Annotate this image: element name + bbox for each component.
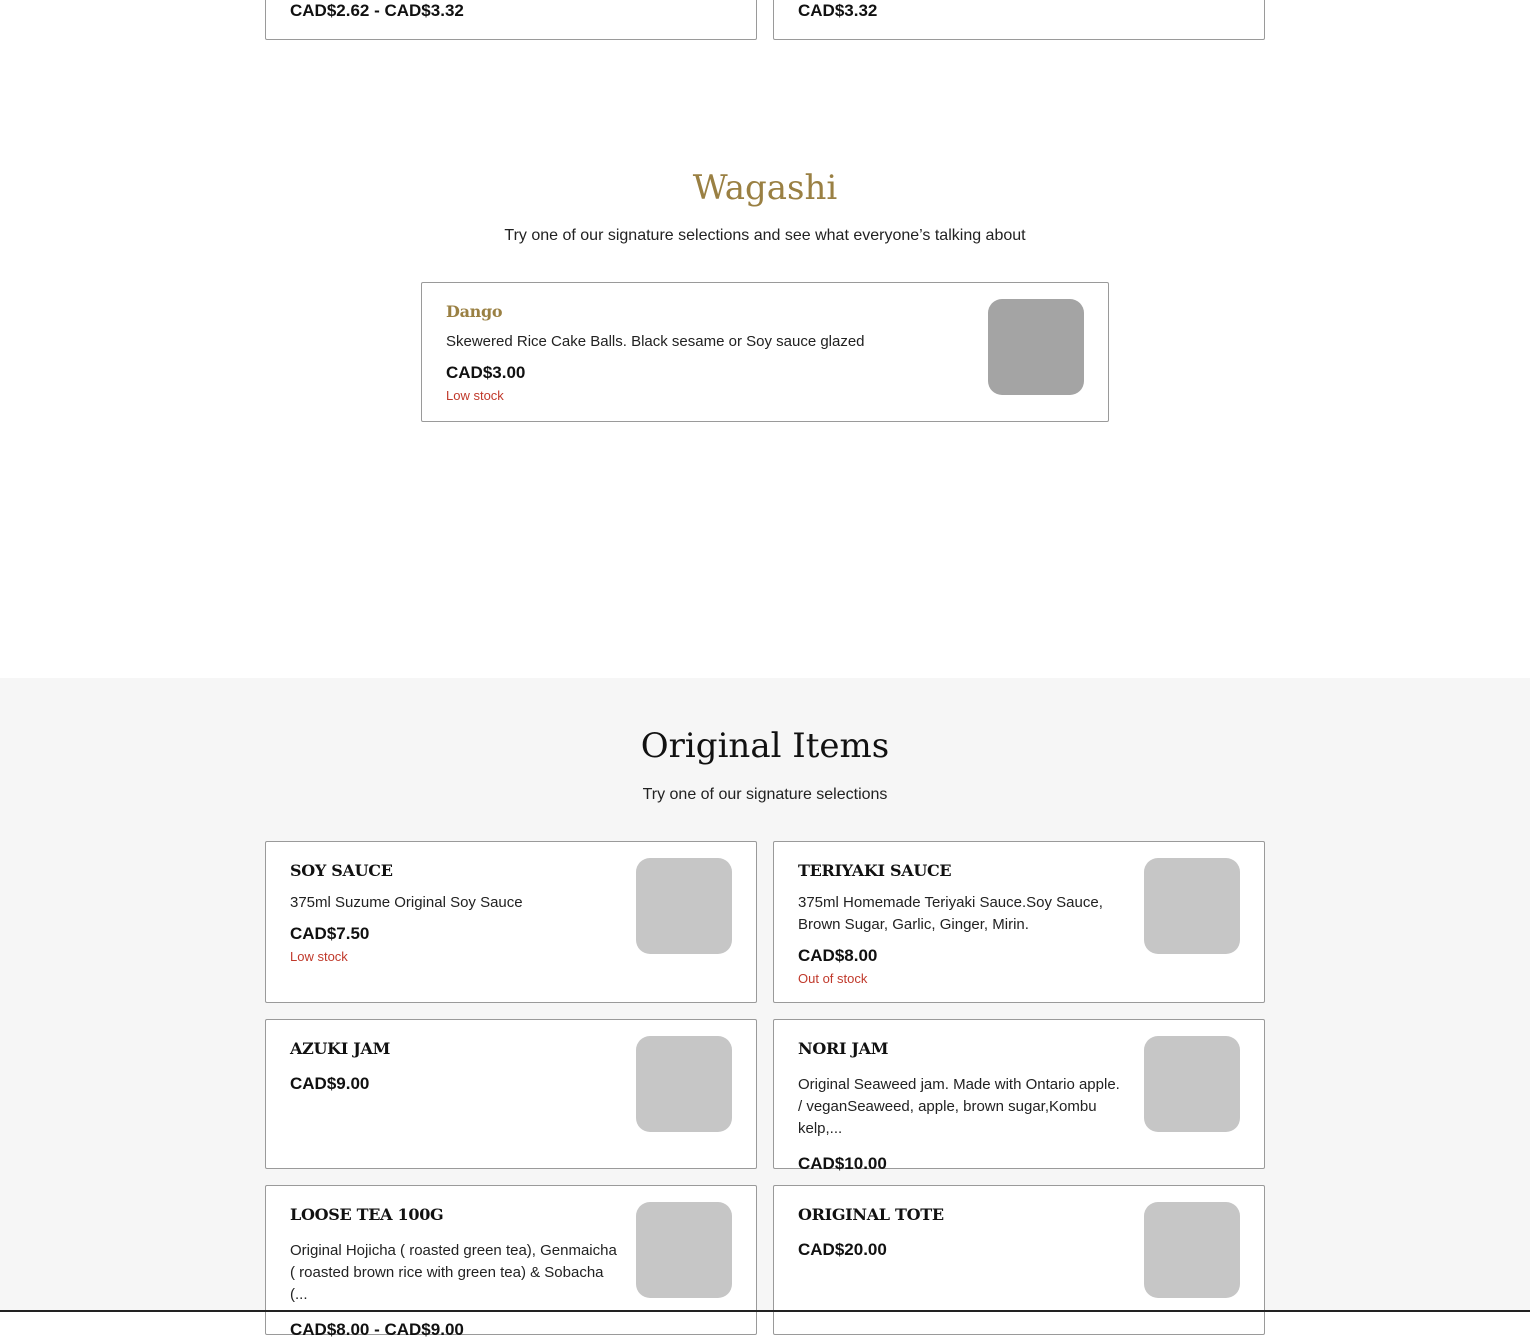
- original-items-section: [0, 678, 1530, 1312]
- product-description: Original Seaweed jam. Made with Ontario apple. / veganSeaweed, apple, brown sugar,Kombu kelp,...: [798, 1076, 1120, 1137]
- product-image: [636, 1202, 732, 1298]
- product-card-azuki-jam[interactable]: [265, 1019, 757, 1169]
- product-card-original-tote[interactable]: [773, 1185, 1265, 1335]
- product-card-nori-jam[interactable]: [773, 1019, 1265, 1173]
- viewport-bottom-edge: [0, 1310, 1530, 1312]
- product-card-teriyaki-sauce[interactable]: [773, 841, 1265, 1003]
- stock-status: Low stock: [290, 949, 348, 964]
- product-name: LOOSE TEA 100G: [290, 1205, 444, 1224]
- section-title-original: Original Items: [640, 726, 890, 766]
- product-image: [1144, 858, 1240, 954]
- product-description: 375ml Homemade Teriyaki Sauce.Soy Sauce, Brown Sugar, Garlic, Ginger, Mirin.: [798, 894, 1103, 933]
- product-price: CAD$9.00: [290, 1074, 370, 1093]
- product-price: CAD$3.32: [798, 1, 878, 20]
- product-name: SOY SAUCE: [290, 861, 393, 880]
- product-price: CAD$10.00: [798, 1154, 887, 1173]
- stock-status: Out of stock: [798, 971, 868, 986]
- section-subtitle-original: Try one of our signature selections: [642, 786, 888, 803]
- product-name: Dango: [446, 302, 503, 321]
- product-card-loose-tea[interactable]: [265, 1185, 757, 1339]
- stock-status: Low stock: [446, 388, 504, 403]
- product-image: [636, 858, 732, 954]
- product-card-dango[interactable]: [421, 282, 1109, 422]
- product-price: CAD$2.62 - CAD$3.32: [290, 1, 464, 20]
- section-subtitle-wagashi: Try one of our signature selections and see what everyone’s talking about: [504, 227, 1026, 244]
- product-image: [636, 1036, 732, 1132]
- product-name: ORIGINAL TOTE: [798, 1205, 944, 1224]
- product-name: TERIYAKI SAUCE: [798, 861, 952, 880]
- product-price: CAD$20.00: [798, 1240, 887, 1259]
- section-title-wagashi: Wagashi: [692, 168, 838, 208]
- product-price: CAD$8.00: [798, 946, 878, 965]
- product-image: [1144, 1036, 1240, 1132]
- product-description: Original Hojicha ( roasted green tea), Genmaicha ( roasted brown rice with green tea) & Sobacha (...: [290, 1242, 617, 1303]
- product-price: CAD$8.00 - CAD$9.00: [290, 1320, 464, 1339]
- product-name: AZUKI JAM: [290, 1039, 391, 1058]
- product-image: [1144, 1202, 1240, 1298]
- product-card[interactable]: [773, 0, 1265, 40]
- product-image: [988, 299, 1084, 395]
- product-card-soy-sauce[interactable]: [265, 841, 757, 1003]
- product-price: CAD$3.00: [446, 363, 526, 382]
- product-price: CAD$7.50: [290, 924, 370, 943]
- product-name: NORI JAM: [798, 1039, 889, 1058]
- product-card[interactable]: [265, 0, 757, 40]
- product-description: 375ml Suzume Original Soy Sauce: [290, 894, 523, 911]
- product-description: Skewered Rice Cake Balls. Black sesame or Soy sauce glazed: [446, 333, 865, 350]
